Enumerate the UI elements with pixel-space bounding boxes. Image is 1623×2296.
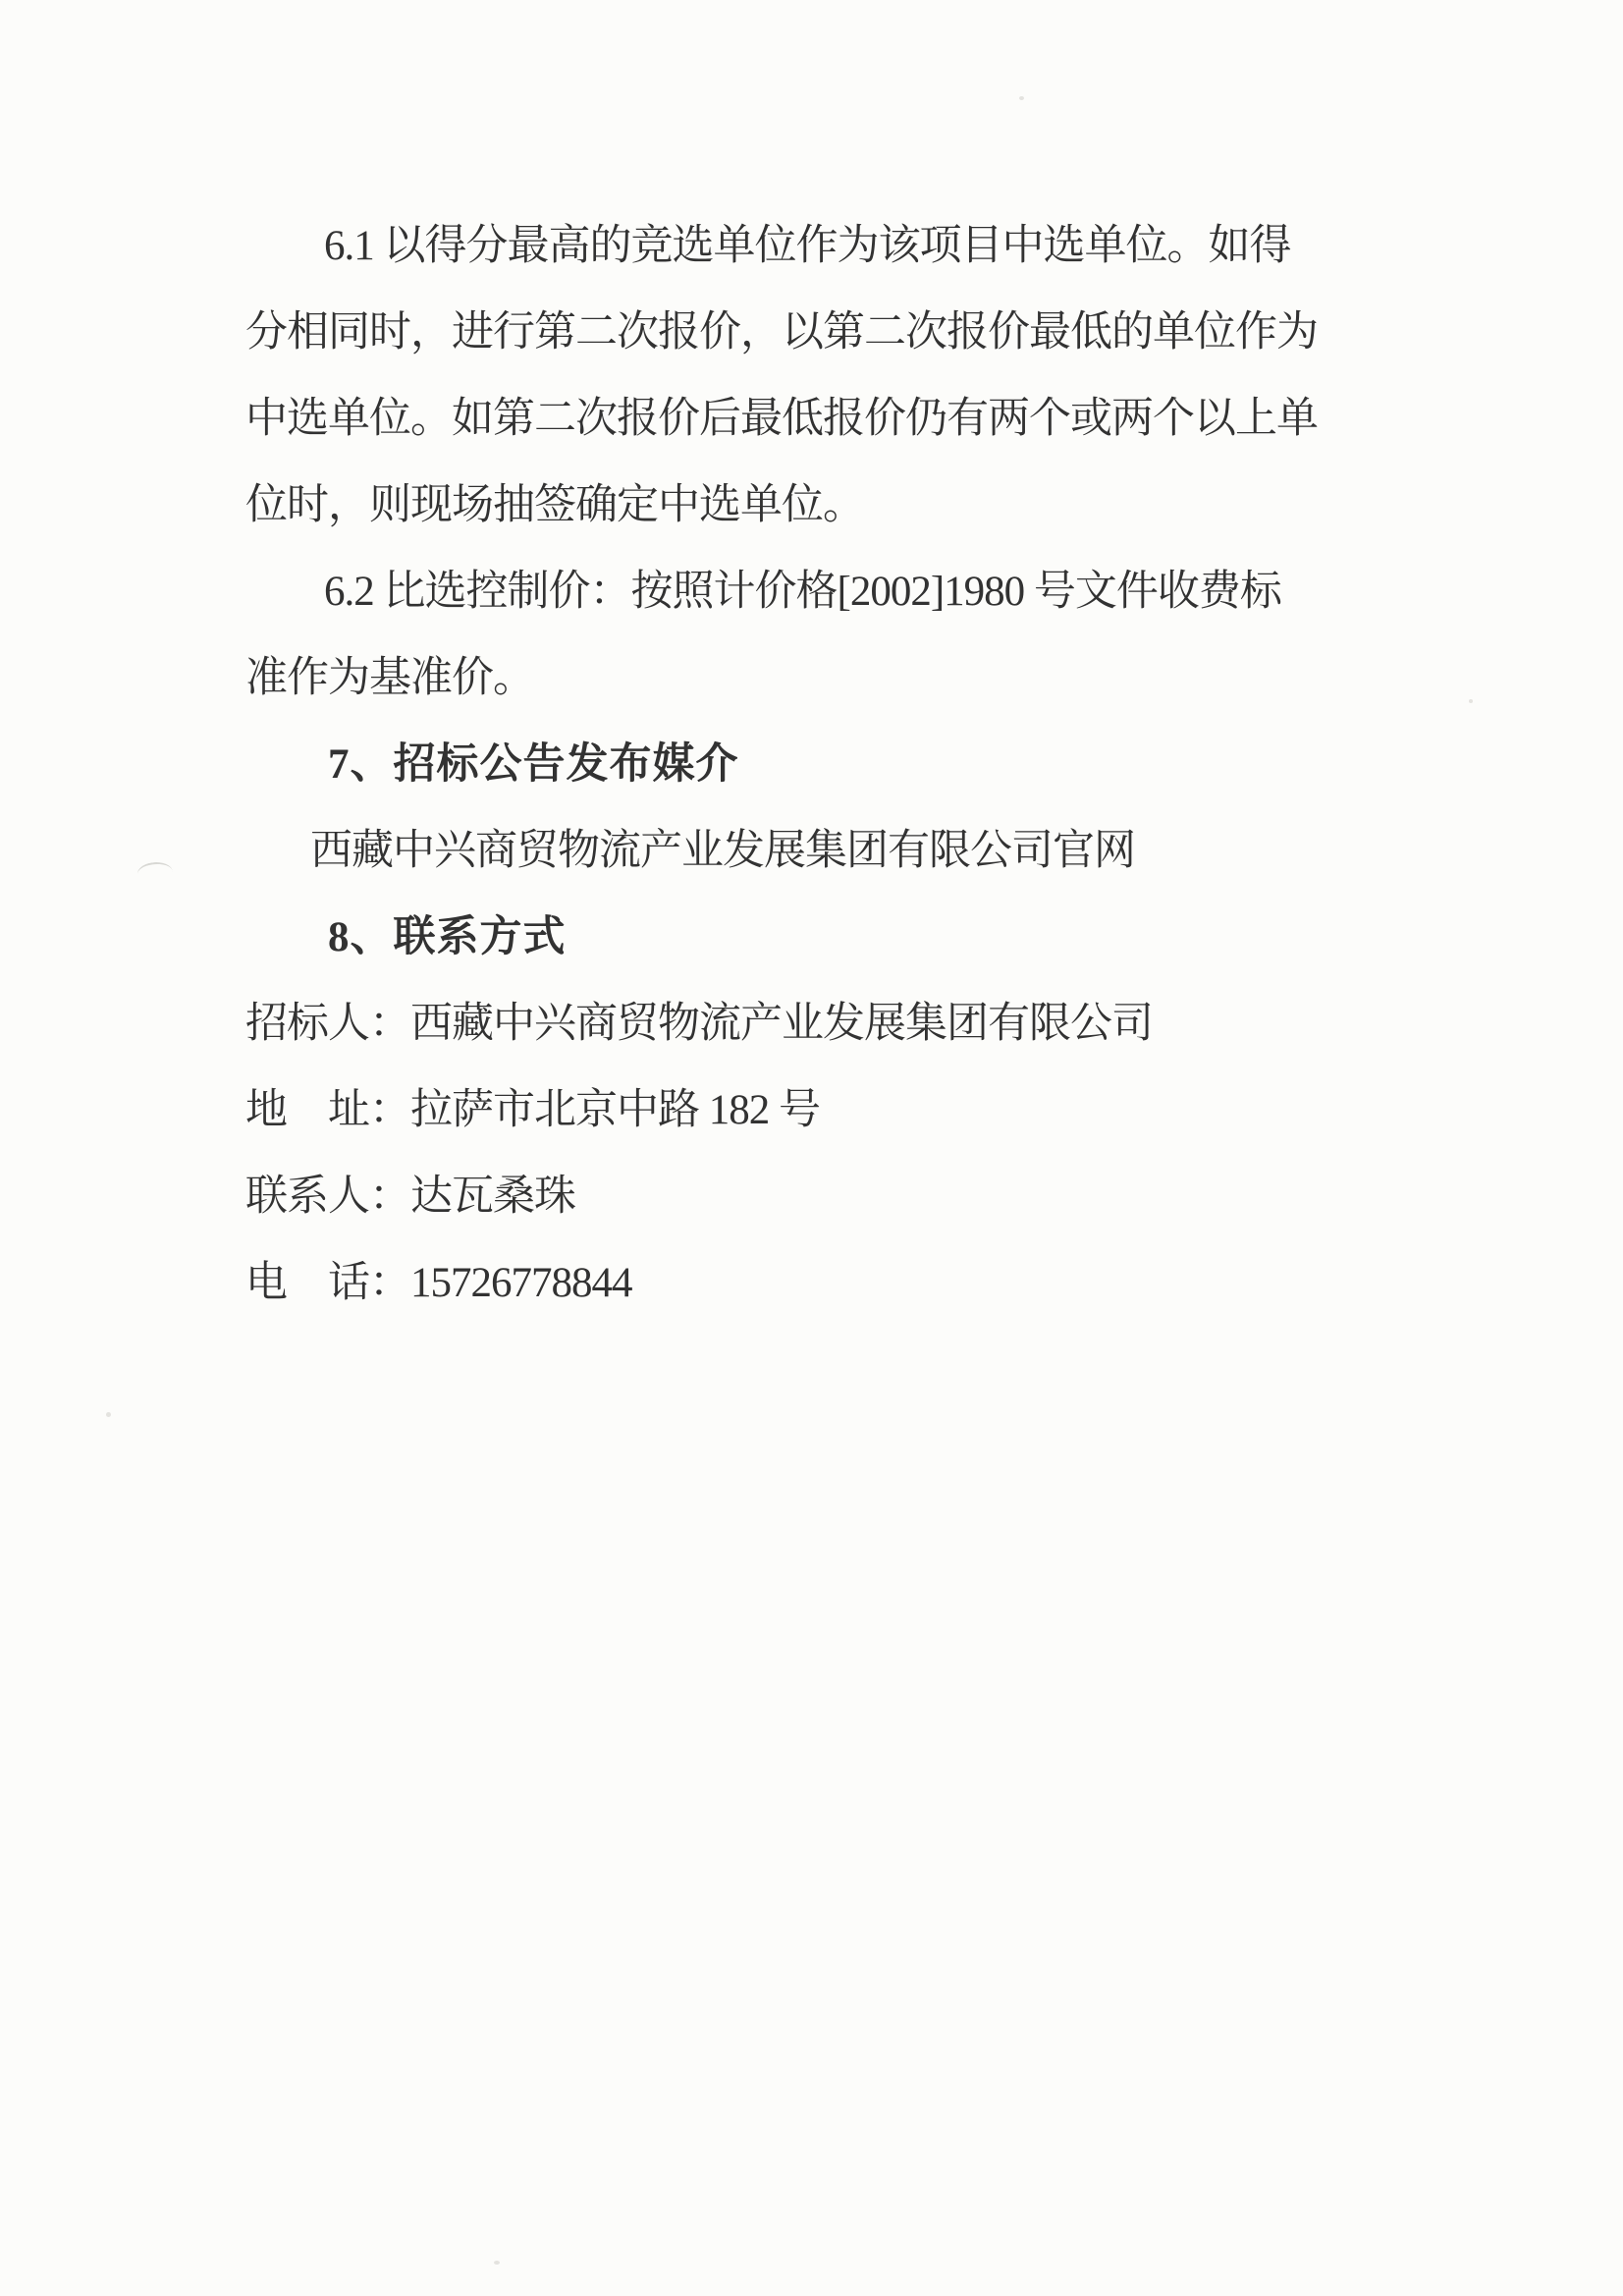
contact-person-label: 联系人：	[245, 1174, 410, 1220]
scan-speck	[494, 2261, 500, 2265]
contact-address-line	[245, 1067, 1316, 1154]
contact-phone-line	[245, 1240, 1316, 1327]
section-6-1-line-2: 分相同时，进行第二次报价，以第二次报价最低的单位作为	[245, 309, 1318, 355]
heading-section-7: 7、招标公告发布媒介	[328, 741, 739, 788]
scan-speck	[1019, 96, 1024, 100]
contact-bidder-value: 西藏中兴商贸物流产业发展集团有限公司	[410, 1001, 1153, 1047]
scan-scratch-artifact	[136, 860, 175, 887]
contact-address-label: 地 址：	[245, 1087, 410, 1133]
scan-speck	[106, 1412, 111, 1417]
section-6-2-line-2: 准作为基准价。	[245, 655, 534, 701]
section-6-1-line-3: 中选单位。如第二次报价后最低报价仍有两个或两个以上单	[245, 396, 1318, 442]
contact-phone-value: 15726778844	[410, 1260, 632, 1306]
contact-person-value: 达瓦桑珠	[410, 1174, 575, 1220]
heading-section-8: 8、联系方式	[328, 914, 567, 960]
contact-person-line	[245, 1154, 1316, 1240]
contact-bidder-line	[245, 981, 1316, 1067]
section-6-1-line-1: 6.1 以得分最高的竞选单位作为该项目中选单位。如得	[324, 223, 1291, 269]
contact-address-value: 拉萨市北京中路 182 号	[410, 1087, 820, 1133]
publish-media-line: 西藏中兴商贸物流产业发展集团有限公司官网	[310, 828, 1135, 874]
scan-speck	[1469, 699, 1473, 703]
document-text-block	[245, 203, 1316, 1327]
contact-phone-label: 电 话：	[245, 1260, 410, 1306]
section-6-2-line-1: 6.2 比选控制价：按照计价格[2002]1980 号文件收费标	[324, 569, 1281, 615]
contact-bidder-label: 招标人：	[245, 1001, 410, 1047]
section-6-1-line-4: 位时，则现场抽签确定中选单位。	[245, 482, 864, 528]
